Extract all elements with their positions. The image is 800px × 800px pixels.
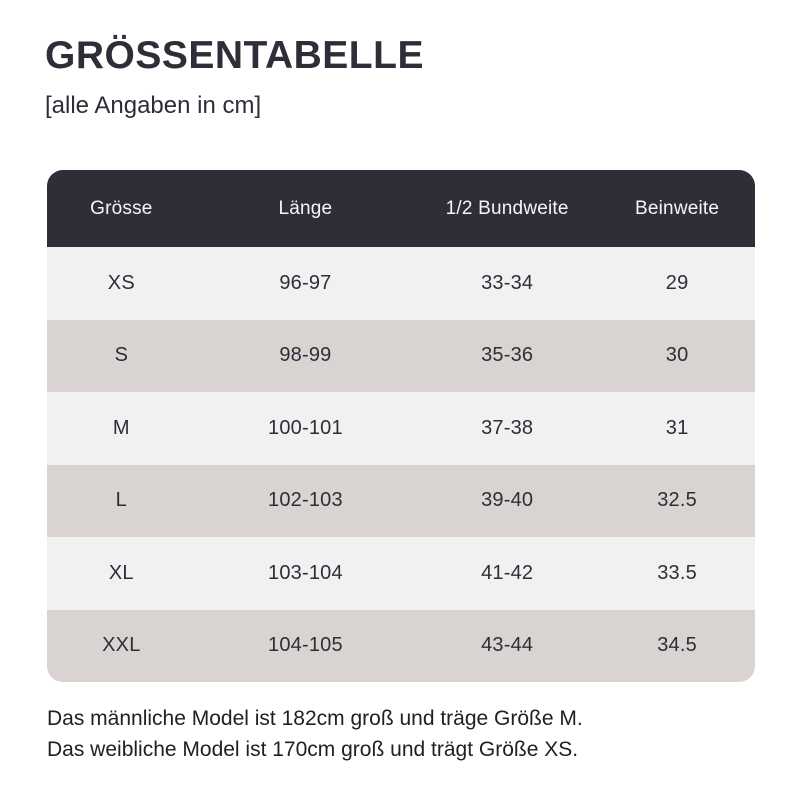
table-row-s bbox=[47, 320, 755, 393]
cell-laenge: 98-99 bbox=[279, 344, 332, 367]
cell-beinweite: 33.5 bbox=[657, 561, 697, 584]
footer-line-2: Das weibliche Model ist 170cm groß und trägt Größe XS. bbox=[47, 738, 579, 761]
cell-bundweite: 39-40 bbox=[481, 489, 534, 512]
table-row-m bbox=[47, 392, 755, 465]
header-cell-laenge: Länge bbox=[278, 197, 333, 219]
cell-size: XXL bbox=[102, 634, 141, 657]
cell-bundweite: 35-36 bbox=[481, 344, 534, 367]
footer-line-1: Das männliche Model ist 182cm groß und träge Größe M. bbox=[47, 707, 583, 730]
cell-size: XL bbox=[108, 561, 134, 584]
cell-beinweite: 30 bbox=[665, 344, 689, 367]
cell-beinweite: 31 bbox=[665, 416, 689, 439]
cell-beinweite: 34.5 bbox=[657, 634, 697, 657]
cell-laenge: 102-103 bbox=[268, 489, 343, 512]
cell-laenge: 103-104 bbox=[268, 561, 343, 584]
cell-laenge: 104-105 bbox=[268, 634, 343, 657]
cell-bundweite: 43-44 bbox=[481, 634, 534, 657]
page-title: GRÖSSENTABELLE bbox=[45, 34, 424, 77]
cell-bundweite: 33-34 bbox=[481, 271, 534, 294]
cell-size: L bbox=[115, 489, 127, 512]
cell-bundweite: 37-38 bbox=[481, 416, 534, 439]
cell-beinweite: 32.5 bbox=[657, 489, 697, 512]
table-row-xl bbox=[47, 537, 755, 610]
cell-size: XS bbox=[107, 271, 135, 294]
cell-beinweite: 29 bbox=[665, 271, 689, 294]
header-cell-bundweite: 1/2 Bundweite bbox=[445, 197, 569, 219]
table-row-xs bbox=[47, 247, 755, 320]
table-row-l bbox=[47, 465, 755, 538]
cell-size: S bbox=[114, 344, 129, 367]
table-header-row bbox=[47, 170, 755, 247]
header-cell-groesse: Grösse bbox=[90, 197, 153, 219]
header-cell-beinweite: Beinweite bbox=[635, 197, 720, 219]
cell-bundweite: 41-42 bbox=[481, 561, 534, 584]
cell-laenge: 100-101 bbox=[268, 416, 343, 439]
size-table bbox=[47, 170, 755, 682]
footer-note bbox=[47, 703, 583, 765]
cell-laenge: 96-97 bbox=[279, 271, 332, 294]
table-row-xxl bbox=[47, 610, 755, 683]
page-subtitle: [alle Angaben in cm] bbox=[45, 92, 262, 119]
cell-size: M bbox=[112, 416, 130, 439]
